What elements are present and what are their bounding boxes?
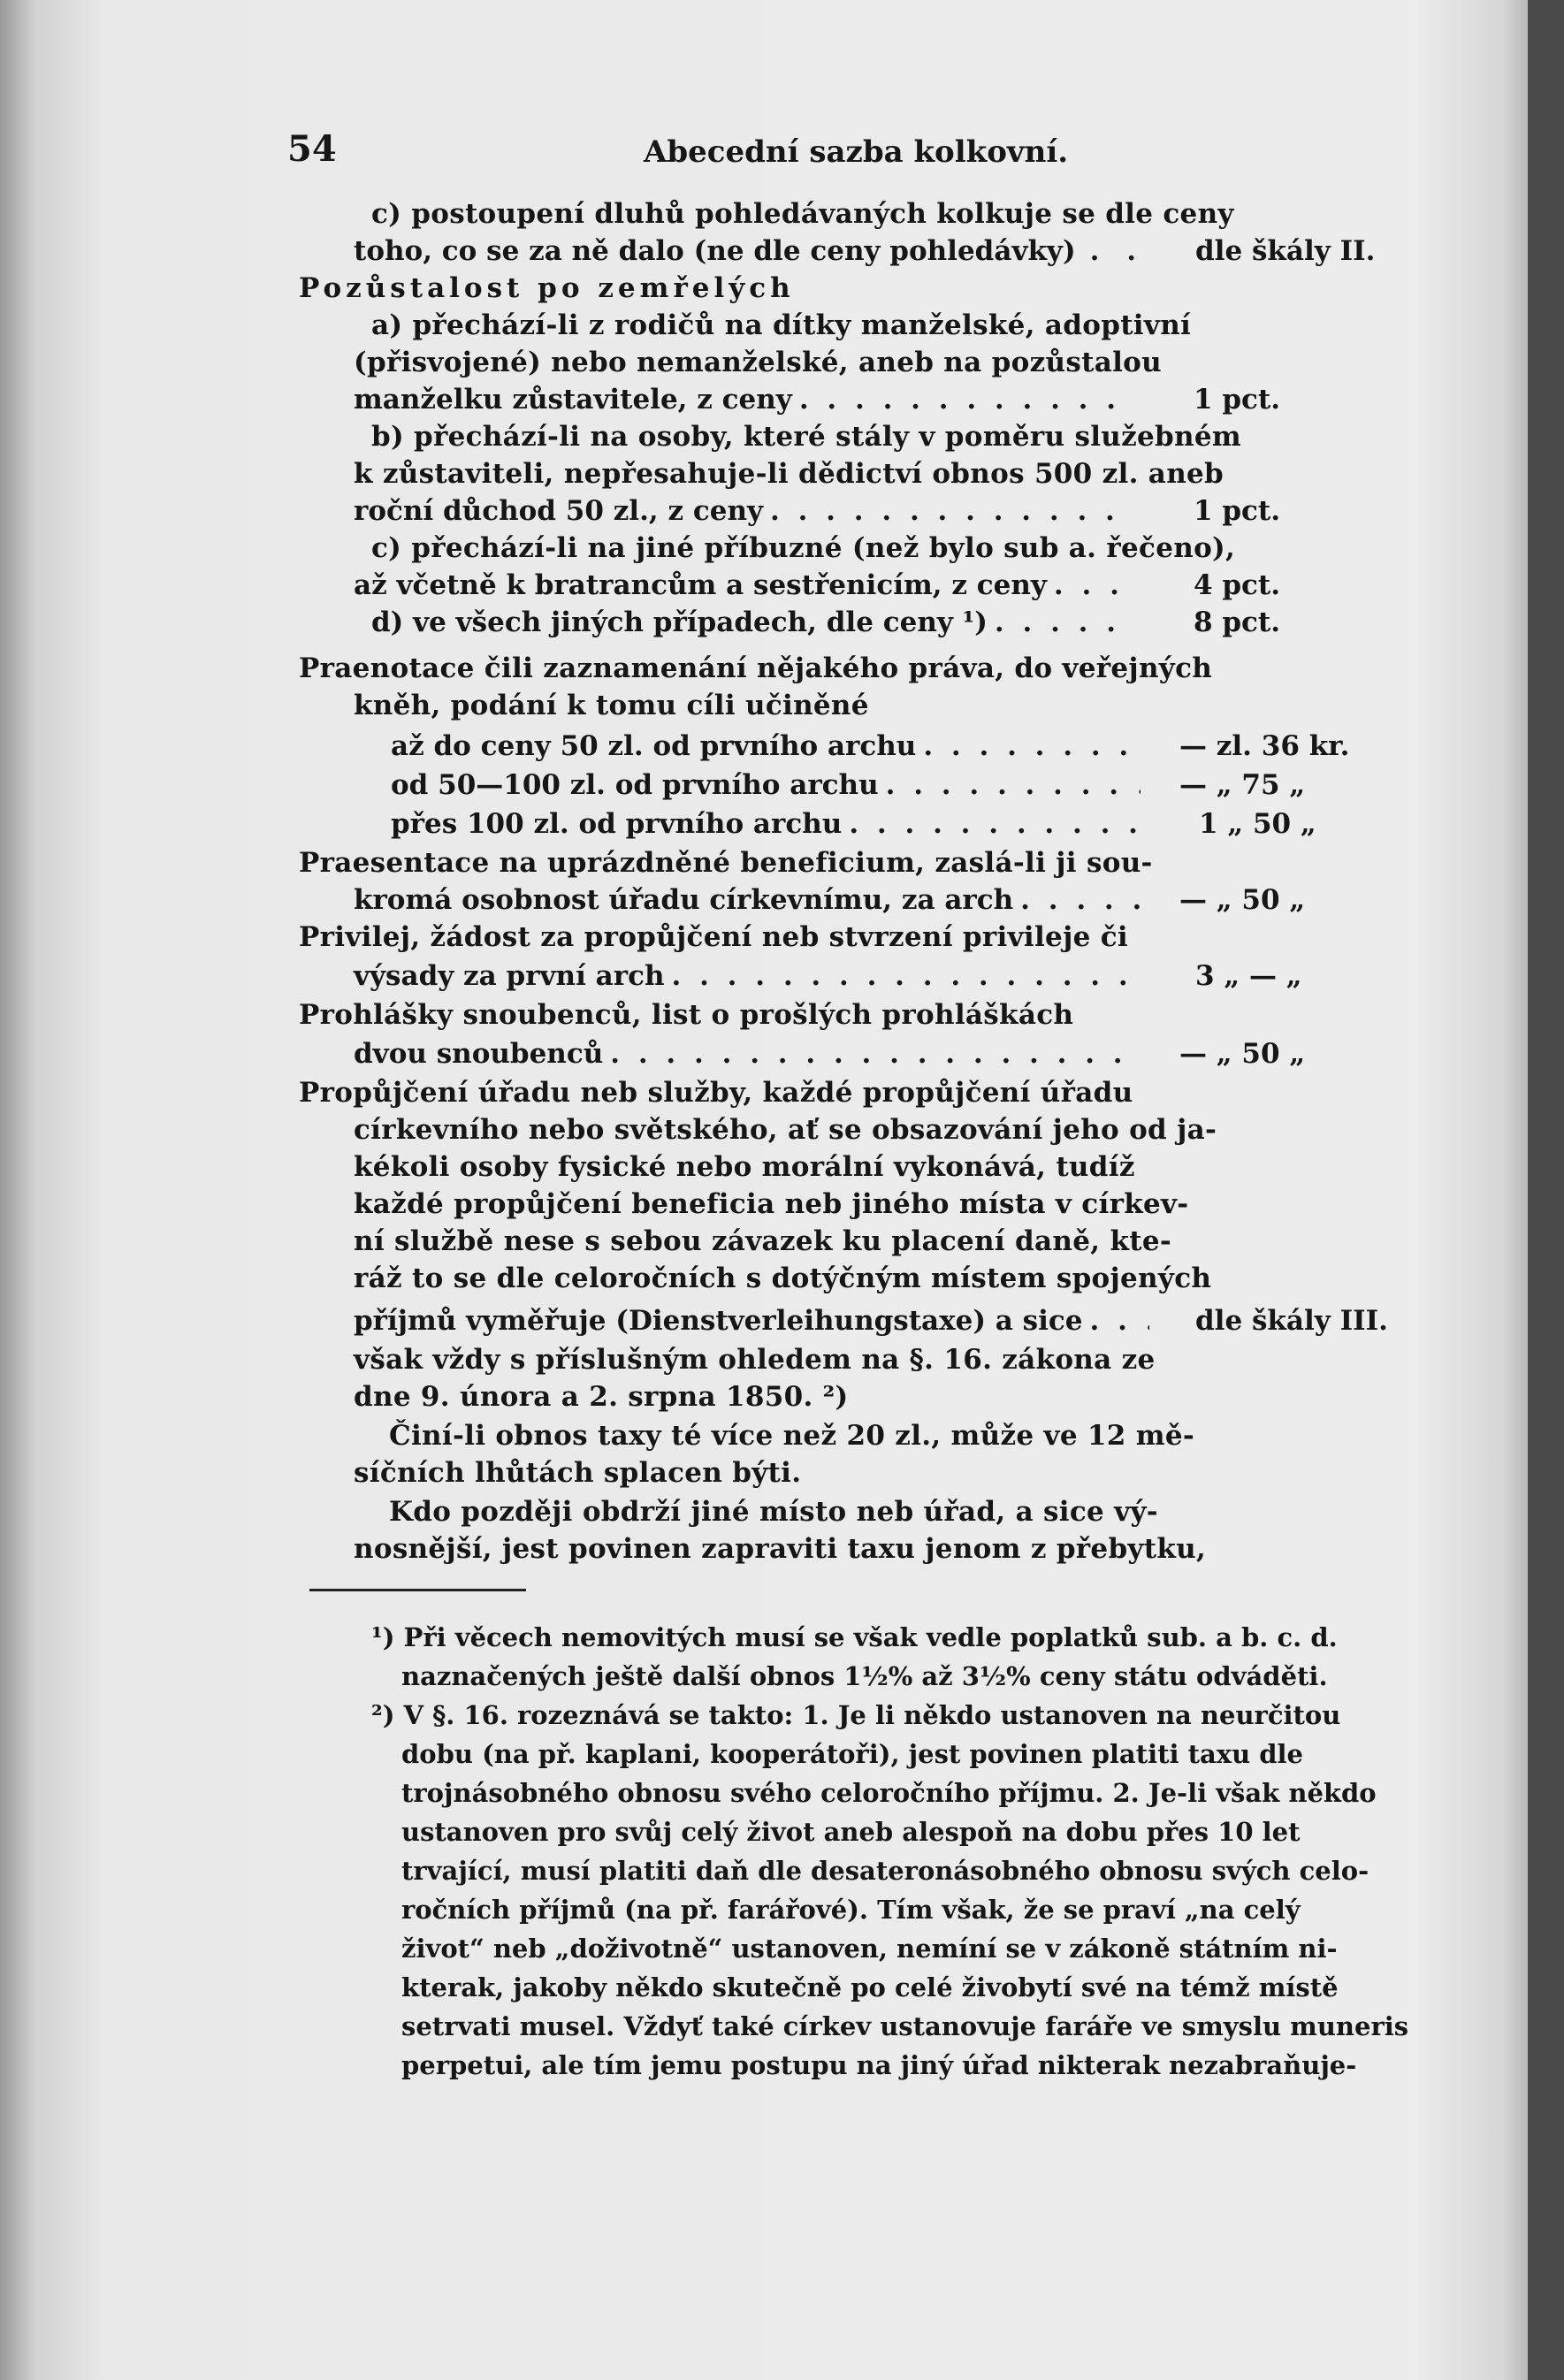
text-line-leader: až včetně k bratrancům a sestřenicím, z ceny . . .	[354, 568, 1132, 603]
rate-value: dle škály II.	[1195, 235, 1376, 267]
footnote-line: naznačených ještě další obnos 1½% až 3½% ceny státu odváděti.	[401, 1661, 1328, 1691]
text-line: c) přechází-li na jiné příbuzné (než bylo sub a. řečeno),	[371, 532, 1236, 564]
footnote-line: kterak, jakoby někdo skutečně po celé živobytí své na témž místě	[401, 1972, 1339, 2002]
rate-value: — „ 50 „	[1179, 884, 1306, 916]
text-line: Kdo později obdrží jiné místo neb úřad, a sice vý-	[389, 1496, 1158, 1528]
entry-heading: Privilej, žádost za propůjčení neb stvrzení privileje či	[299, 921, 1128, 953]
text-line: Činí-li obnos taxy té více než 20 zl., může ve 12 mě-	[389, 1420, 1195, 1452]
entry-heading: Pozůstalost po zemřelých	[299, 272, 795, 304]
text-line: nosnější, jest povinen zapraviti taxu jenom z přebytku,	[354, 1533, 1207, 1565]
text-line-leader: přes 100 zl. od prvního archu . . .	[391, 806, 1141, 842]
rate-value: — „ 50 „	[1179, 1038, 1306, 1070]
text-line: každé propůjčení beneficia neb jiného místa v církev-	[354, 1188, 1189, 1220]
rate-value: 1 pct.	[1194, 384, 1281, 416]
text-line-leader: výsady za první arch . . .	[354, 958, 1141, 994]
text-line: kékoli osoby fysické nebo morální vykonává, tudíž	[354, 1151, 1135, 1183]
rate-value: 8 pct.	[1194, 606, 1281, 638]
text-line: k zůstaviteli, nepřesahuje-li dědictví obnos 500 zl. aneb	[354, 458, 1224, 490]
text-line: c) postoupení dluhů pohledávaných kolkuje se dle ceny	[371, 198, 1234, 230]
rate-value: 1 pct.	[1194, 495, 1281, 527]
entry-heading: Praenotace čili zaznamenání nějakého práva, do veřejných	[299, 652, 1213, 684]
footnote-line: život“ neb „doživotně“ ustanoven, nemíní se v zákoně státním ni-	[401, 1934, 1338, 1964]
text-line-leader: manželku zůstavitele, z ceny . . .	[354, 382, 1132, 417]
text-line: ráž to se dle celoročních s dotýčným místem spojených	[354, 1262, 1212, 1294]
text-line-leader: roční důchod 50 zl., z ceny . . .	[354, 493, 1132, 529]
text-line: dne 9. února a 2. srpna 1850. ²)	[354, 1381, 849, 1413]
footnote-line: ²) V §. 16. rozeznává se takto: 1. Je li někdo ustanoven na neurčitou	[371, 1700, 1341, 1730]
rate-value: 3 „ — „	[1195, 960, 1302, 992]
entry-heading: Praesentace na uprázdněné beneficium, zaslá-li ji sou-	[299, 847, 1153, 879]
footnote-line: trvající, musí platiti daň dle desateronásobného obnosu svých celo-	[401, 1856, 1369, 1886]
text-line-leader: od 50—100 zl. od prvního archu . . .	[391, 767, 1141, 803]
entry-heading: Propůjčení úřadu neb služby, každé propůjčení úřadu	[299, 1077, 1133, 1109]
text-line-leader: až do ceny 50 zl. od prvního archu . . .	[391, 728, 1141, 764]
rate-value: — „ 75 „	[1179, 769, 1306, 801]
rate-value: 1 „ 50 „	[1199, 808, 1316, 840]
text-line-leader: toho, co se za ně dalo (ne dle ceny pohledávky) . .	[354, 235, 1146, 267]
footnote-divider	[309, 1589, 526, 1591]
text-line: církevního nebo světského, ať se obsazování jeho od ja-	[354, 1114, 1217, 1146]
text-line: (přisvojené) nebo nemanželské, aneb na pozůstalou	[354, 347, 1162, 378]
text-line: b) přechází-li na osoby, které stály v poměru služebném	[371, 421, 1241, 453]
page-title: Abecední sazba kolkovní.	[644, 134, 1069, 170]
text-line: však vždy s příslušným ohledem na §. 16. zákona ze	[354, 1344, 1156, 1376]
page-number: 54	[287, 128, 337, 170]
text-line: síčních lhůtách splacen býti.	[354, 1457, 802, 1489]
text-line-leader: příjmů vyměřuje (Dienstverleihungstaxe) a sice . . .	[354, 1303, 1149, 1339]
text-line: ní službě nese s sebou závazek ku placení daně, kte-	[354, 1225, 1172, 1257]
footnote-line: dobu (na př. kaplani, kooperátoři), jest povinen platiti taxu dle	[401, 1739, 1304, 1769]
text-line: kněh, podání k tomu cíli učiněné	[354, 690, 869, 721]
footnote-line: perpetui, ale tím jemu postupu na jiný úřad nikterak nezabraňuje-	[401, 2050, 1357, 2080]
rate-value: 4 pct.	[1194, 569, 1281, 601]
rate-value: — zl. 36 kr.	[1179, 730, 1350, 762]
footnote-line: trojnásobného obnosu svého celoročního příjmu. 2. Je-li však někdo	[401, 1778, 1377, 1808]
text-line-leader: dvou snoubenců . . .	[354, 1036, 1141, 1072]
footnote-line: ¹) Při věcech nemovitých musí se však vedle poplatků sub. a b. c. d.	[371, 1622, 1338, 1652]
footnote-line: setrvati musel. Vždyť také církev ustanovuje faráře ve smyslu muneris	[401, 2011, 1409, 2041]
footnote-line: ročních příjmů (na př. farářové). Tím však, že se praví „na celý	[401, 1895, 1301, 1925]
text-line: a) přechází-li z rodičů na dítky manželské, adoptivní	[371, 309, 1192, 341]
text-line-leader: kromá osobnost úřadu církevnímu, za arch . . .	[354, 882, 1141, 918]
entry-heading: Prohlášky snoubenců, list o prošlých prohláškách	[299, 999, 1074, 1031]
scan-edge	[1528, 0, 1564, 2380]
text-line-leader: d) ve všech jiných případech, dle ceny ¹) . . .	[371, 605, 1132, 640]
footnote-line: ustanoven pro svůj celý život aneb alespoň na dobu přes 10 let	[401, 1817, 1301, 1847]
rate-value: dle škály III.	[1195, 1305, 1388, 1337]
